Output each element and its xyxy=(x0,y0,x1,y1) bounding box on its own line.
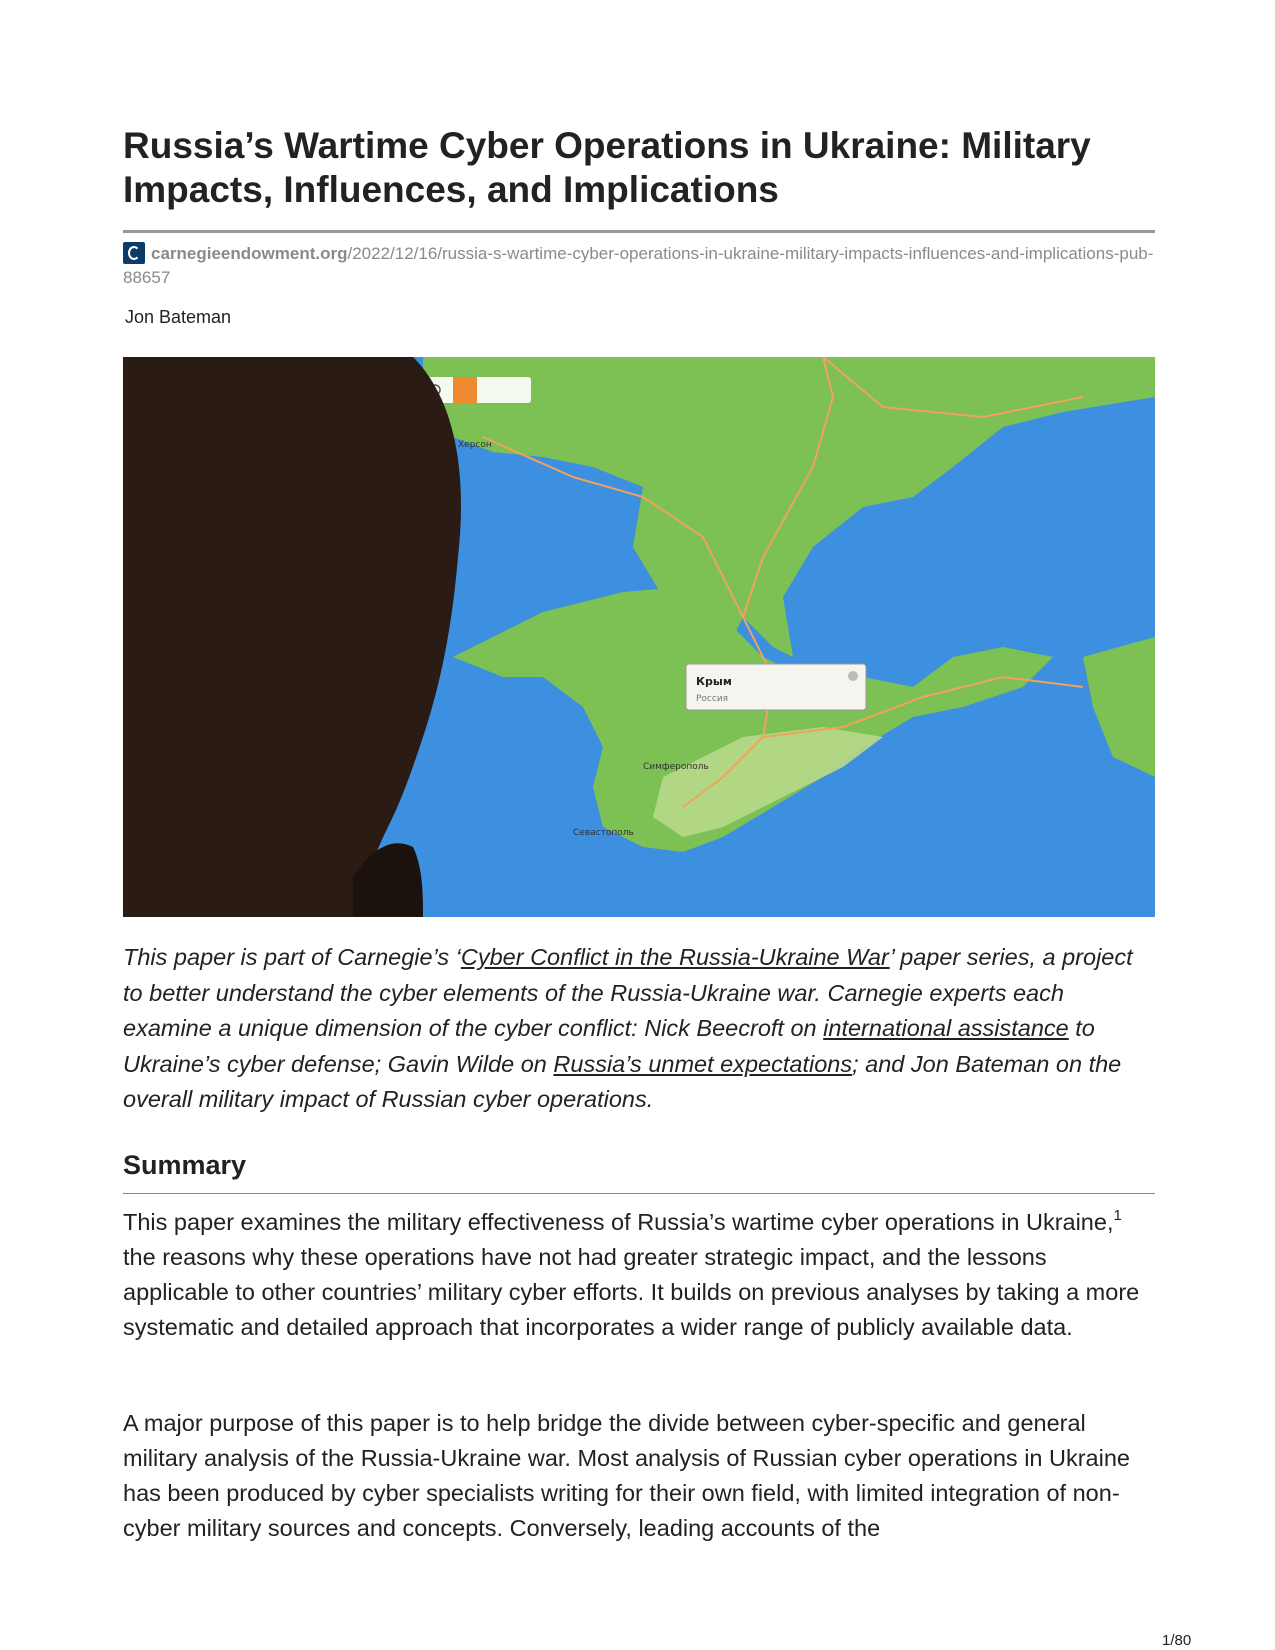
title-divider xyxy=(123,230,1155,233)
intro-text: This paper is part of Carnegie’s ‘ xyxy=(123,944,461,970)
popup-close-icon xyxy=(848,671,858,681)
label-sevastopol: Севастополь xyxy=(573,828,634,838)
footnote-ref-1[interactable]: 1 xyxy=(1113,1207,1122,1224)
popup-title: Крым xyxy=(696,675,732,688)
link-unmet-expectations[interactable]: Russia’s unmet expectations xyxy=(553,1050,853,1077)
intro-text: ; and Jon Bateman on the overall military impact of Russian cyber operations. xyxy=(123,1050,1122,1112)
page-number: 1/80 xyxy=(1162,1632,1192,1649)
author-name: Jon Bateman xyxy=(125,307,232,327)
source-url[interactable] xyxy=(123,242,1155,290)
map-toolbar-active xyxy=(453,377,477,403)
source-domain: carnegieendowment.org xyxy=(151,244,348,263)
paragraph-text: the reasons why these operations have not had greater strategic impact, and the lessons applicable to other countries’ military cyber efforts. It builds on previous analyses by taking a more systematic and detailed approach that incorporates a wider range of publicly available data. xyxy=(123,1244,1140,1340)
series-intro xyxy=(123,940,1155,1118)
crimea-map-photo xyxy=(123,357,1155,917)
summary-heading: Summary xyxy=(123,1150,247,1180)
summary-paragraph-2: A major purpose of this paper is to help bridge the divide between cyber-specific and general military analysis of the Russia-Ukraine war. Most analysis of Russian cyber operations in Ukraine has been produced by cyber specialists writing for their own field, with limited integration of non-cyber military sources and concepts. Conversely, leading accounts of the xyxy=(123,1410,1130,1541)
intro-text: to Ukraine’s cyber defense; Gavin Wilde on xyxy=(123,1015,1095,1077)
link-cyber-conflict-series[interactable]: Cyber Conflict in the Russia-Ukraine War xyxy=(460,944,890,970)
summary-divider xyxy=(123,1193,1155,1194)
paragraph-text: This paper examines the military effectiveness of Russia’s wartime cyber operations in Ukraine, xyxy=(123,1209,1114,1235)
summary-paragraph-1 xyxy=(123,1205,1155,1345)
popup-subtitle: Россия xyxy=(696,694,729,704)
intro-text: ’ paper series, a project to better understand the cyber elements of the Russia-Ukraine war. Carnegie experts each examine a unique dimension of the cyber conflict: Nick Beecroft on xyxy=(123,944,1133,1041)
source-path: /2022/12/16/russia-s-wartime-cyber-operations-in-ukraine-military-impacts-influences-and-implications-pub-88657 xyxy=(123,244,1154,287)
carnegie-logo-icon xyxy=(123,242,145,264)
link-international-assistance[interactable]: international assistance xyxy=(823,1015,1069,1041)
hero-image xyxy=(123,357,1155,917)
label-kherson: Херсон xyxy=(458,440,492,450)
label-simferopol: Симферополь xyxy=(643,762,709,772)
article-title: Russia’s Wartime Cyber Operations in Ukraine: Military Impacts, Influences, and Implications xyxy=(123,125,1091,210)
